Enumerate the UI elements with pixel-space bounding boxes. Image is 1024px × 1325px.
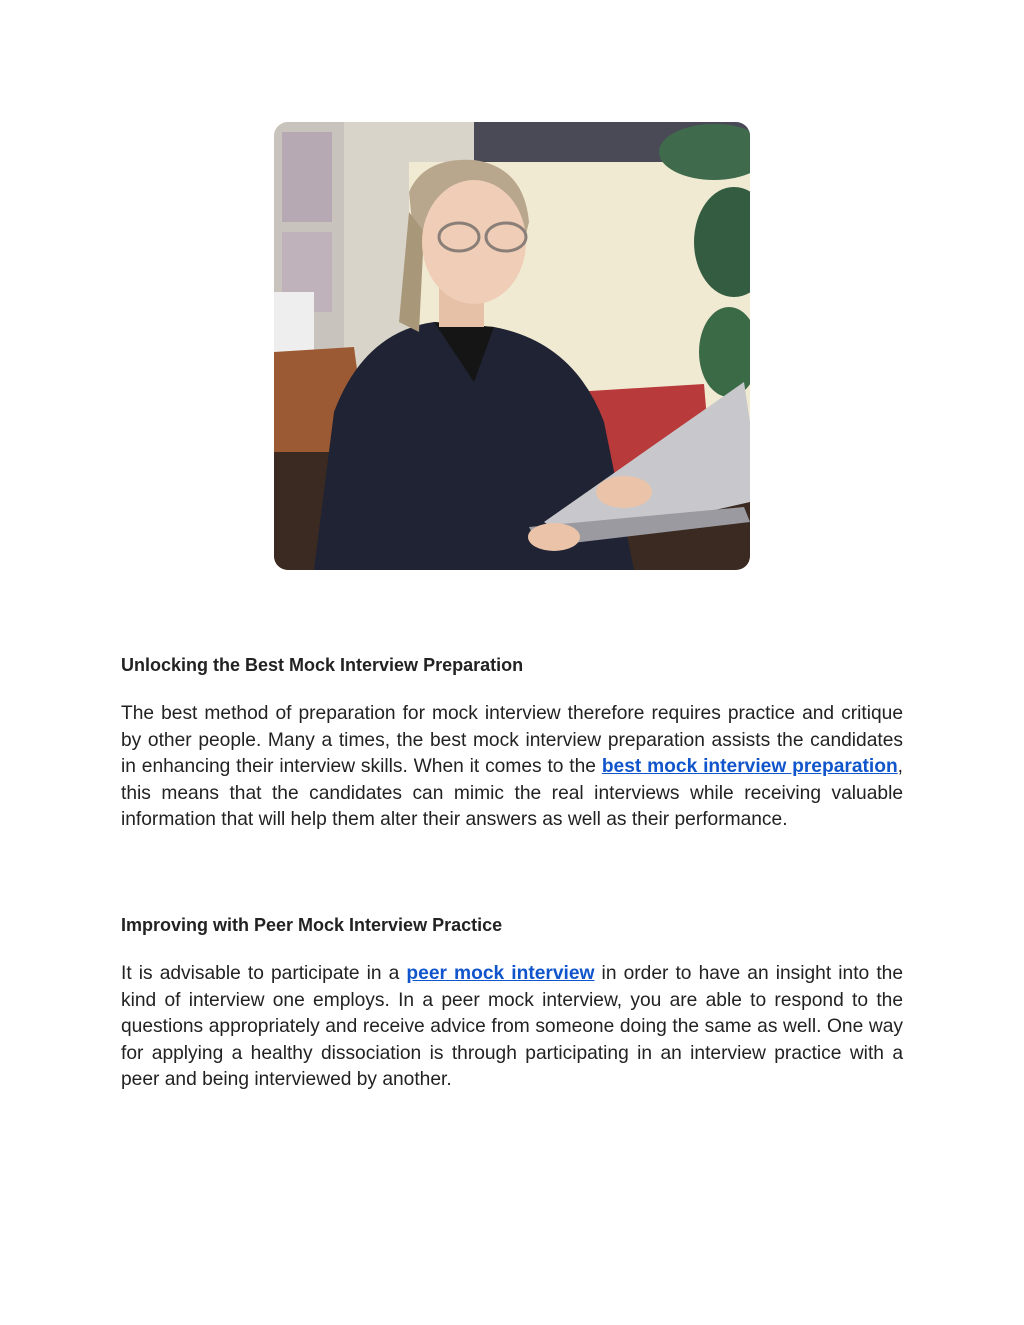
- section-heading: Unlocking the Best Mock Interview Preparation: [121, 655, 524, 675]
- section-paragraph: [121, 701, 903, 834]
- peer-mock-interview-link[interactable]: peer mock interview: [406, 962, 595, 984]
- paragraph-text: It is advisable to participate in a: [121, 962, 407, 984]
- best-mock-interview-link[interactable]: best mock interview preparation: [601, 756, 898, 778]
- article-body: [121, 652, 903, 1094]
- section-heading: Improving with Peer Mock Interview Practice: [121, 914, 503, 935]
- hero-photo: [274, 122, 750, 570]
- section-paragraph: [121, 961, 903, 1094]
- paragraph-text: in order to have an insight into the kind of interview one employs. In a peer mock interview, you are able to respond to the questions appropriately and receive advice from someone doing the same as well. One way for applying a healthy dissociation is through participating in an interview practice with a peer and being interviewed by another.: [121, 962, 903, 1091]
- paragraph-text: , this means that the candidates can mimic the real interviews while receiving valuable information that will help them alter their answers as well as their performance.: [121, 756, 904, 831]
- paragraph-text: The best method of preparation for mock interview therefore requires practice and critique by other people. Many a times, the best mock interview preparation assists the candidates in enhancing their interview skills. When it comes to the: [121, 703, 903, 778]
